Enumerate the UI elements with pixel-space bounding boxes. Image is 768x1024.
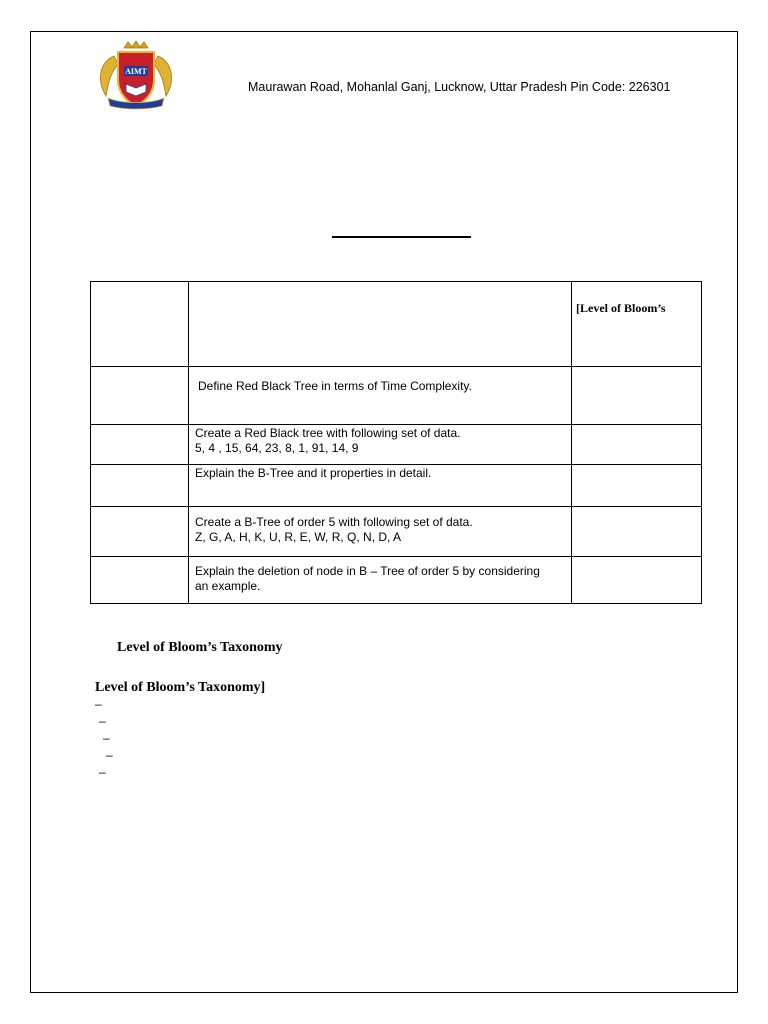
table-cell xyxy=(91,465,189,507)
table-cell xyxy=(572,367,702,425)
question-cell xyxy=(189,367,572,425)
legend-dash: – xyxy=(106,748,113,762)
table-row xyxy=(91,557,702,604)
table-cell xyxy=(91,557,189,604)
legend-dash: – xyxy=(99,765,106,779)
table-cell xyxy=(91,282,189,367)
question-text: Create a B-Tree of order 5 with following set of data. xyxy=(195,515,473,529)
question-cell xyxy=(189,557,572,604)
bloom-taxonomy-heading: Level of Bloom’s Taxonomy xyxy=(117,640,283,655)
question-cell xyxy=(189,425,572,465)
table-cell xyxy=(91,367,189,425)
question-data: 5, 4 , 15, 64, 23, 8, 1, 91, 14, 9 xyxy=(195,441,359,455)
question-text: Explain the B-Tree and it properties in detail. xyxy=(195,466,432,480)
question-text: Explain the deletion of node in B – Tree of order 5 by considering xyxy=(195,564,540,578)
table-cell xyxy=(91,507,189,557)
question-text: Create a Red Black tree with following set of data. xyxy=(195,426,461,440)
legend-dash: – xyxy=(103,731,110,745)
logo-text: AIMT xyxy=(125,67,147,76)
title-underline xyxy=(332,236,471,238)
legend-dash: – xyxy=(95,697,102,711)
question-cell xyxy=(189,507,572,557)
question-text: Define Red Black Tree in terms of Time Complexity. xyxy=(198,379,472,393)
bloom-taxonomy-subheading: Level of Bloom’s Taxonomy] xyxy=(95,680,266,695)
question-table xyxy=(90,281,702,604)
table-cell xyxy=(572,557,702,604)
question-data: Z, G, A, H, K, U, R, E, W, R, Q, N, D, A xyxy=(195,530,402,544)
table-cell xyxy=(91,425,189,465)
question-text-continued: an example. xyxy=(195,579,261,593)
table-row xyxy=(91,367,702,425)
college-address: Maurawan Road, Mohanlal Ganj, Lucknow, Uttar Pradesh Pin Code: 226301 xyxy=(248,80,671,94)
table-cell xyxy=(572,465,702,507)
table-header-row xyxy=(91,282,702,367)
legend-dash: – xyxy=(99,714,106,728)
bloom-header: [Level of Bloom’s xyxy=(572,282,702,367)
table-cell xyxy=(572,425,702,465)
table-cell xyxy=(189,282,572,367)
table-row xyxy=(91,465,702,507)
table-row xyxy=(91,507,702,557)
table-row xyxy=(91,425,702,465)
college-logo xyxy=(94,40,178,110)
question-cell xyxy=(189,465,572,507)
table-cell xyxy=(572,507,702,557)
